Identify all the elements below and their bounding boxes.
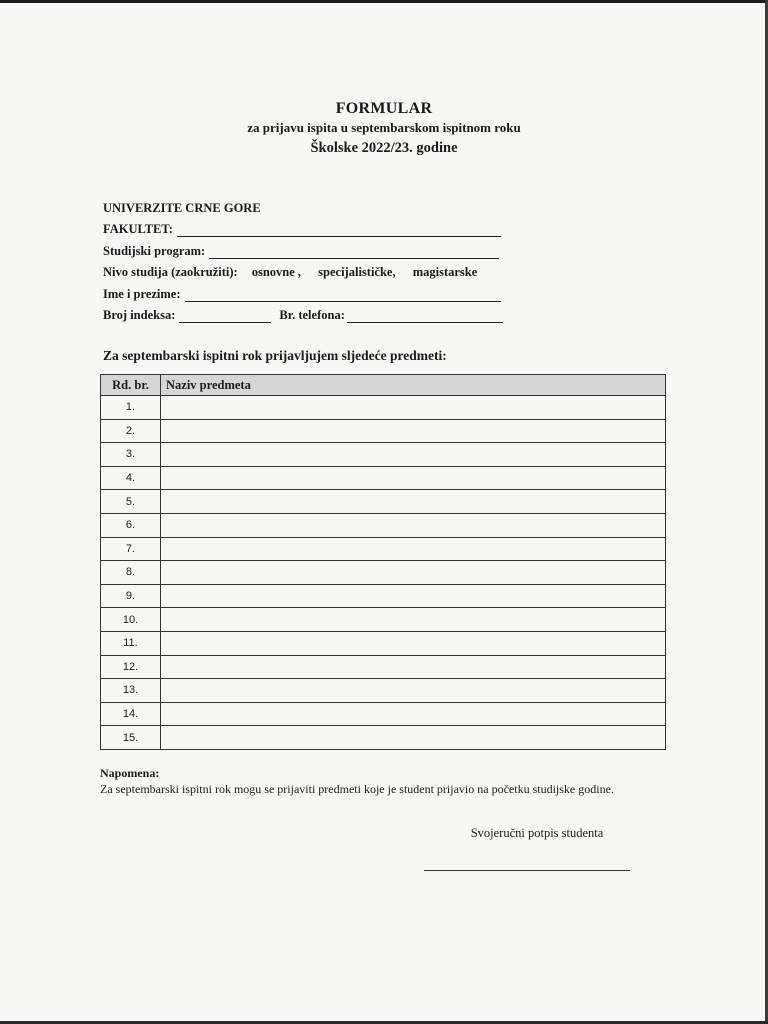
subject-cell[interactable] [161,537,666,561]
form-subtitle: za prijavu ispita u septembarskom ispitnom roku [247,120,521,135]
table-row [101,443,666,467]
level-label: Nivo studija (zaokružiti): [103,265,238,279]
table-row [101,631,666,655]
subject-cell[interactable] [161,443,666,467]
university-row [103,194,523,216]
index-phone-row [103,302,523,324]
subject-cell[interactable] [161,726,666,750]
row-number: 4. [101,466,161,490]
table-row [101,584,666,608]
table-row [101,608,666,632]
academic-year: Školske 2022/23. godine [310,140,458,156]
subject-cell[interactable] [161,584,666,608]
faculty-label: FAKULTET: [103,222,173,236]
subject-cell[interactable] [161,466,666,490]
name-field[interactable] [185,289,501,302]
row-number: 11. [101,631,161,655]
table-row [101,537,666,561]
program-field[interactable] [209,246,499,259]
subject-cell[interactable] [161,490,666,514]
subject-cell[interactable] [161,702,666,726]
student-info-section [103,194,523,323]
index-field[interactable] [179,310,271,323]
table-row [101,513,666,537]
row-number: 14. [101,702,161,726]
subject-cell[interactable] [161,631,666,655]
table-row [101,655,666,679]
level-options [238,265,478,280]
row-number: 5. [101,490,161,514]
note-section [100,766,700,797]
column-header-number: Rd. br. [101,375,161,396]
row-number: 12. [101,655,161,679]
subjects-table [100,374,666,750]
subject-cell[interactable] [161,655,666,679]
signature-section [424,826,630,871]
signature-label: Svojeručni potpis studenta [470,826,604,840]
note-text: Za septembarski ispitni rok mogu se prijaviti predmeti koje je student prijavio na početku studijske godine. [100,782,614,796]
level-option-master[interactable]: magistarske [412,265,478,279]
column-header-subject: Naziv predmeta [161,375,666,396]
row-number: 9. [101,584,161,608]
form-header [0,100,768,157]
table-row [101,490,666,514]
subject-cell[interactable] [161,396,666,420]
phone-field[interactable] [347,310,503,323]
signature-line[interactable] [424,869,630,871]
level-row [103,259,523,281]
table-row [101,679,666,703]
row-number: 6. [101,513,161,537]
row-number: 15. [101,726,161,750]
table-row [101,419,666,443]
row-number: 10. [101,608,161,632]
row-number: 3. [101,443,161,467]
table-row [101,466,666,490]
faculty-field[interactable] [177,224,501,237]
note-title: Napomena: [100,766,160,780]
level-option-specialist[interactable]: specijalističke, [318,265,396,279]
row-number: 7. [101,537,161,561]
table-row [101,702,666,726]
name-row [103,280,523,302]
subject-cell[interactable] [161,561,666,585]
scan-edge-top [0,0,768,3]
subject-cell[interactable] [161,513,666,537]
faculty-row [103,216,523,238]
program-label: Studijski program: [103,243,206,258]
name-label: Ime i prezime: [103,286,181,301]
row-number: 1. [101,396,161,420]
table-row [101,396,666,420]
index-label: Broj indeksa: [103,308,176,322]
level-option-basic[interactable]: osnovne , [251,265,302,279]
program-row [103,237,523,259]
table-row [101,561,666,585]
row-number: 13. [101,679,161,703]
table-header-row [101,375,666,396]
form-title: FORMULAR [335,100,433,117]
row-number: 2. [101,419,161,443]
subjects-heading: Za septembarski ispitni rok prijavljujem sljedeće predmeti: [103,348,447,363]
row-number: 8. [101,561,161,585]
university-name: UNIVERZITE CRNE GORE [103,200,261,215]
table-row [101,726,666,750]
subject-cell[interactable] [161,419,666,443]
phone-label: Br. telefona: [279,308,345,322]
subject-cell[interactable] [161,679,666,703]
subject-cell[interactable] [161,608,666,632]
